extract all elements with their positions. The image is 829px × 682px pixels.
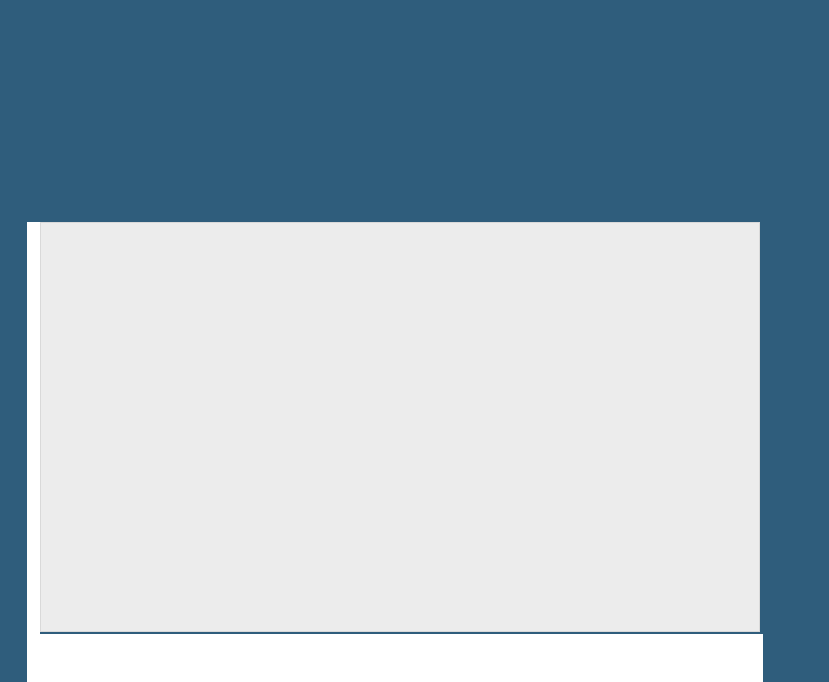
detail-tabs: [83, 251, 125, 258]
loan-table-bottom: [27, 634, 763, 682]
loan-detail-panel: [40, 222, 760, 632]
panel-edge: [27, 222, 40, 634]
investment-donut-chart: [547, 307, 697, 457]
